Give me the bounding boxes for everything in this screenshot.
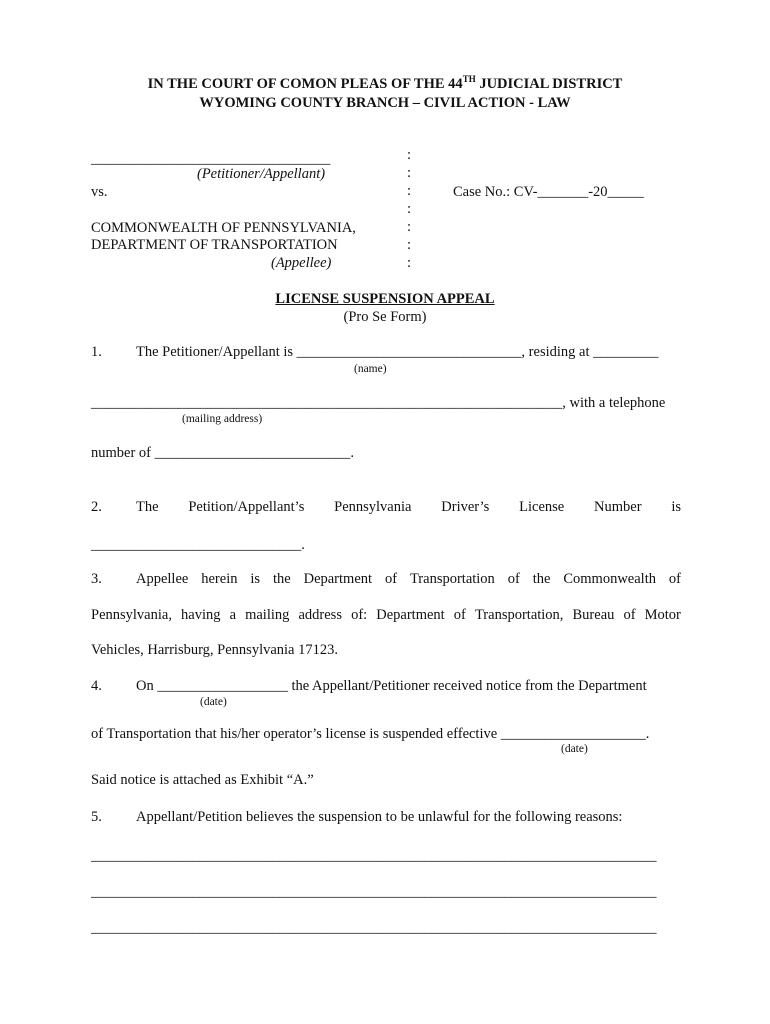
versus-label: vs. bbox=[91, 184, 108, 200]
court-heading-line1 bbox=[0, 76, 770, 93]
para3-line2 bbox=[91, 607, 681, 624]
para3-word: Transportation, bbox=[474, 607, 564, 623]
court-heading-line2: WYOMING COUNTY BRANCH – CIVIL ACTION - LAW bbox=[199, 95, 571, 111]
para2-word: License bbox=[519, 499, 565, 515]
hint-date: (date) bbox=[561, 743, 588, 755]
para3-word: Transportation bbox=[409, 571, 495, 587]
hint-name: (name) bbox=[354, 363, 387, 375]
ordinal-superscript: TH bbox=[462, 74, 476, 85]
para3-word: mailing bbox=[245, 607, 290, 623]
court-heading-text-end: JUDICIAL DISTRICT bbox=[475, 76, 623, 92]
para2-line2: _____________________________. bbox=[91, 537, 305, 553]
para2-word: Number bbox=[594, 499, 642, 515]
para2-word: Driver’s bbox=[441, 499, 490, 515]
para3-word: Bureau bbox=[572, 607, 615, 623]
para3-word: address bbox=[298, 607, 342, 623]
para5-text: Appellant/Petition believes the suspension to be unlawful for the following reasons: bbox=[136, 809, 623, 825]
caption-colon: : bbox=[407, 201, 412, 217]
para3-line1 bbox=[136, 571, 681, 588]
para2-word: Petition/Appellant’s bbox=[188, 499, 305, 515]
appellee-label: (Appellee) bbox=[271, 255, 332, 271]
caption-colon: : bbox=[407, 237, 412, 253]
para3-word: a bbox=[229, 607, 237, 623]
case-number: Case No.: CV-_______-20_____ bbox=[453, 184, 644, 200]
para2-line1 bbox=[136, 499, 681, 516]
para5-number: 5. bbox=[91, 809, 102, 825]
para3-word: of bbox=[384, 571, 398, 587]
para3-word: of bbox=[623, 607, 636, 623]
para3-word: of bbox=[453, 607, 466, 623]
para4-line2: of Transportation that his/her operator’s license is suspended effective ____________________. bbox=[91, 726, 650, 742]
caption-colon: : bbox=[407, 165, 412, 181]
caption-colon: : bbox=[407, 183, 412, 199]
reason-blank-line: ______________________________________________________________________________ bbox=[91, 884, 657, 900]
para3-number: 3. bbox=[91, 571, 102, 587]
petitioner-blank: _________________________________ bbox=[91, 151, 331, 167]
para4-line1: On __________________ the Appellant/Petitioner received notice from the Department bbox=[136, 678, 647, 694]
para3-word: Department bbox=[376, 607, 445, 623]
form-subtitle: (Pro Se Form) bbox=[343, 309, 427, 325]
para3-word: is bbox=[250, 571, 261, 587]
reason-blank-line: ______________________________________________________________________________ bbox=[91, 920, 657, 936]
para2-word: is bbox=[671, 499, 681, 515]
para3-word: herein bbox=[201, 571, 238, 587]
para3-word: the bbox=[272, 571, 291, 587]
para2-number: 2. bbox=[91, 499, 102, 515]
para3-word: having bbox=[181, 607, 221, 623]
para3-word: the bbox=[532, 571, 551, 587]
petitioner-label: (Petitioner/Appellant) bbox=[197, 166, 326, 182]
court-heading-text: IN THE COURT OF COMON PLEAS OF THE 44 bbox=[147, 76, 463, 92]
para4-line3: Said notice is attached as Exhibit “A.” bbox=[91, 772, 314, 788]
para3-word: Appellee bbox=[136, 571, 189, 587]
reason-blank-line: ______________________________________________________________________________ bbox=[91, 848, 657, 864]
para3-word: Department bbox=[303, 571, 373, 587]
para1-line2: _________________________________________________________________, with a telephone bbox=[91, 395, 666, 411]
para2-word: The bbox=[136, 499, 159, 515]
para3-word: Commonwealth bbox=[563, 571, 656, 587]
para3-word: of bbox=[668, 571, 681, 587]
para1-line3: number of ___________________________. bbox=[91, 445, 354, 461]
para3-line3: Vehicles, Harrisburg, Pennsylvania 17123. bbox=[91, 642, 338, 658]
form-title: LICENSE SUSPENSION APPEAL bbox=[275, 291, 495, 307]
hint-date: (date) bbox=[200, 696, 227, 708]
para1-number: 1. bbox=[91, 344, 102, 360]
para2-word: Pennsylvania bbox=[334, 499, 412, 515]
para1-line1: The Petitioner/Appellant is _______________________________, residing at _________ bbox=[136, 344, 659, 360]
para3-word: Pennsylvania, bbox=[91, 607, 172, 623]
para3-word: of bbox=[507, 571, 520, 587]
hint-mailing-address: (mailing address) bbox=[182, 413, 263, 425]
caption-colon: : bbox=[407, 147, 412, 163]
caption-colon: : bbox=[407, 255, 412, 271]
respondent-line1: COMMONWEALTH OF PENNSYLVANIA, bbox=[91, 220, 356, 236]
para3-word: Motor bbox=[644, 607, 681, 623]
caption-colon: : bbox=[407, 219, 412, 235]
para4-number: 4. bbox=[91, 678, 102, 694]
respondent-line2: DEPARTMENT OF TRANSPORTATION bbox=[91, 237, 338, 253]
para3-word: of: bbox=[351, 607, 368, 623]
